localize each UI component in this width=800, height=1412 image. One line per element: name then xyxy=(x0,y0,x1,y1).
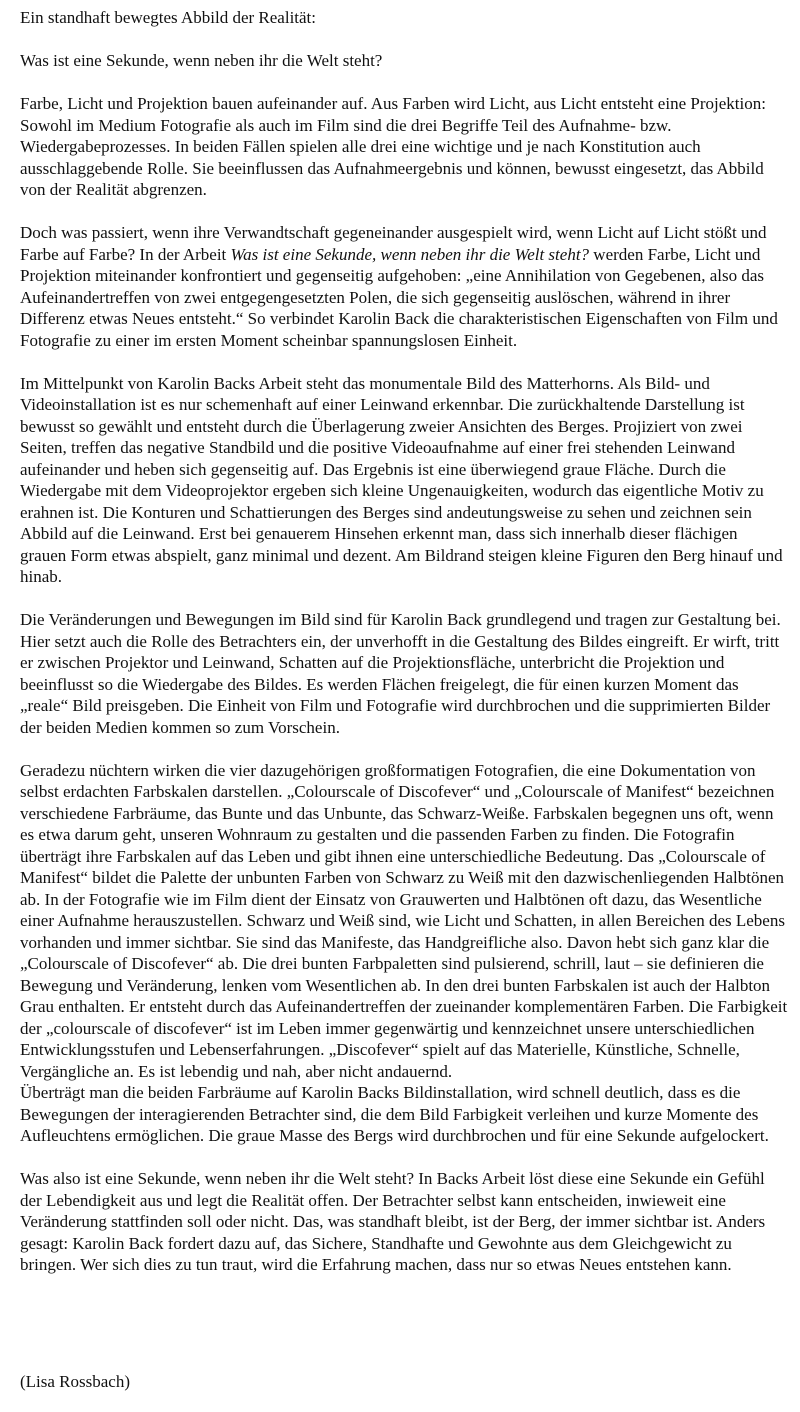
paragraph-annihilation-rest: werden Farbe, Licht und Projektion miteinander konfrontiert und gegenseitig aufgehoben: „eine Annihilation von Gegebenen, also das Aufeinandertreffen von zwei entgegengesetzten Polen, die sich gegenseitig auslöschen, während in ihrer Differenz etwas Neues entsteht.“ So verbindet Karolin Back die charakteristischen Eigenschaften von Film und Fotografie zu einer im ersten Moment scheinbar spannungslosen Einheit. xyxy=(20,244,778,350)
article xyxy=(20,7,788,1297)
paragraph-transfer: Überträgt man die beiden Farbräume auf Karolin Backs Bildinstallation, wird schnell deutlich, dass es die Bewegungen der interagierenden Betrachter sind, die dem Bild Farbigkeit verleihen und kurze Momente des Aufleuchtens ermöglichen. Die graue Masse des Bergs wird durchbrochen und für eine Sekunde aufgelockert. xyxy=(20,1083,769,1145)
article-heading: Ein standhaft bewegtes Abbild der Realität: xyxy=(20,8,317,27)
paragraph-conclusion: Was also ist eine Sekunde, wenn neben ihr die Welt steht? In Backs Arbeit löst diese eine Sekunde ein Gefühl der Lebendigkeit aus und legt die Realität offen. Der Betrachter selbst kann entscheiden, inwieweit eine Veränderung stattfinden soll oder nicht. Das, was standhaft bleibt, ist der Berg, der immer sichtbar ist. Anders gesagt: Karolin Back fordert dazu auf, das Sichere, Standhafte und Gewohnte aus dem Gleichgewicht zu bringen. Wer sich dies zu tun traut, wird die Erfahrung machen, dass nur so etwas Neues entstehen kann. xyxy=(20,1169,766,1274)
paragraph-matterhorn: Im Mittelpunkt von Karolin Backs Arbeit steht das monumentale Bild des Matterhorns. Als Bild- und Videoinstallation ist es nur schemenhaft auf einer Leinwand erkennbar. Die zurückhaltende Darstellung ist bewusst so gewählt und entsteht durch die Überlagerung zweier Ansichten des Berges. Projiziert von zwei Seiten, treffen das negative Standbild und die positive Videoaufnahme auf einer frei stehenden Leinwand aufeinander und heben sich gegenseitig auf. Das Ergebnis ist eine überwiegend graue Fläche. Durch die Wiedergabe mit dem Videoprojektor ergeben sich kleine Ungenauigkeiten, wodurch das eigentliche Motiv zu erahnen ist. Die Konturen und Schattierungen des Berges sind andeutungsweise zu sehen und zeichnen sein Abbild auf die Leinwand. Erst bei genauerem Hinsehen erkennt man, dass sich innerhalb dieser flächigen grauen Form etwas abspielt, ganz minimal und dezent. Am Bildrand steigen kleine Figuren den Berg hinauf und hinab. xyxy=(20,373,783,586)
article-subheading: Was ist eine Sekunde, wenn neben ihr die Welt steht? xyxy=(20,51,383,70)
author-credit: (Lisa Rossbach) xyxy=(20,1372,131,1391)
paragraph-colourscales: Geradezu nüchtern wirken die vier dazugehörigen großformatigen Fotografien, die eine Dokumentation von selbst erdachten Farbskalen darstellen. „Colourscale of Discofever“ und „Colourscale of Manifest“ bezeichnen verschiedene Farbräume, das Bunte und das Unbunte, das Schwarz-Weiße. Farbskalen begegnen uns oft, wenn es etwa darum geht, unseren Wohnraum zu gestalten und die passenden Farben zu finden. Die Fotografin überträgt ihre Farbskalen auf das Leben und gibt ihnen eine unterschiedliche Bedeutung. Das „Colourscale of Manifest“ bildet die Palette der unbunten Farben von Schwarz zu Weiß mit den dazwischenliegenden Halbtönen ab. In der Fotografie wie im Film dient der Einsatz von Grauwerten und Halbtönen oft dazu, das Wesentliche einer Aufnahme herauszustellen. Schwarz und Weiß sind, wie Licht und Schatten, in allen Bereichen des Lebens vorhanden und immer sichtbar. Sie sind das Manifeste, das Handgreifliche also. Davon hebt sich ganz klar die „Colourscale of Discofever“ ab. Die drei bunten Farbpaletten sind pulsierend, schrill, laut – sie definieren die Bewegung und Veränderung, lenken vom Wesentlichen ab. In den drei bunten Farbskalen ist auch der Halbton Grau enthalten. Er entsteht durch das Aufeinandertreffen der zueinander komplementären Farben. Die Farbigkeit der „colourscale of discofever“ ist im Leben immer gegenwärtig und kennzeichnet unsere unterschiedlichen Entwicklungsstufen und Lebenserfahrungen. „Discofever“ spielt auf das Materielle, Künstliche, Schnelle, Vergängliche an. Es ist lebendig und nah, aber nicht andauernd. xyxy=(20,760,788,1081)
paragraph-viewer: Die Veränderungen und Bewegungen im Bild sind für Karolin Back grundlegend und tragen zur Gestaltung bei. Hier setzt auch die Rolle des Betrachters ein, der unverhofft in die Gestaltung des Bildes eingreift. Er wirft, tritt er zwischen Projektor und Leinwand, Schatten auf die Projektionsfläche, unterbricht die Projektion und beeinflusst so die Wiedergabe des Bildes. Es werden Flächen freigelegt, die für einen kurzen Moment das „reale“ Bild preisgeben. Die Einheit von Film und Fotografie wird durchbrochen und die supprimierten Bilder der beiden Medien kommen so zum Vorschein. xyxy=(20,610,781,737)
work-title: Was ist eine Sekunde, wenn neben ihr die Welt steht? xyxy=(230,244,590,264)
paragraph-intro: Farbe, Licht und Projektion bauen aufeinander auf. Aus Farben wird Licht, aus Licht entsteht eine Projektion: Sowohl im Medium Fotografie als auch im Film sind die drei Begriffe Teil des Aufnahme- bzw. Wiedergabeprozesses. In beiden Fällen spielen alle drei eine wichtige und je nach Konstitution auch ausschlaggebende Rolle. Sie beeinflussen das Aufnahmeergebnis und können, bewusst eingesetzt, das Abbild von der Realität abgrenzen. xyxy=(20,94,766,199)
paragraph-annihilation xyxy=(20,222,788,351)
paragraph-annihilation-lead: Doch was passiert, wenn ihre Verwandtschaft gegeneinander ausgespielt wird, wenn Licht auf Licht stößt und Farbe auf Farbe? In der Arbeit xyxy=(20,223,767,264)
